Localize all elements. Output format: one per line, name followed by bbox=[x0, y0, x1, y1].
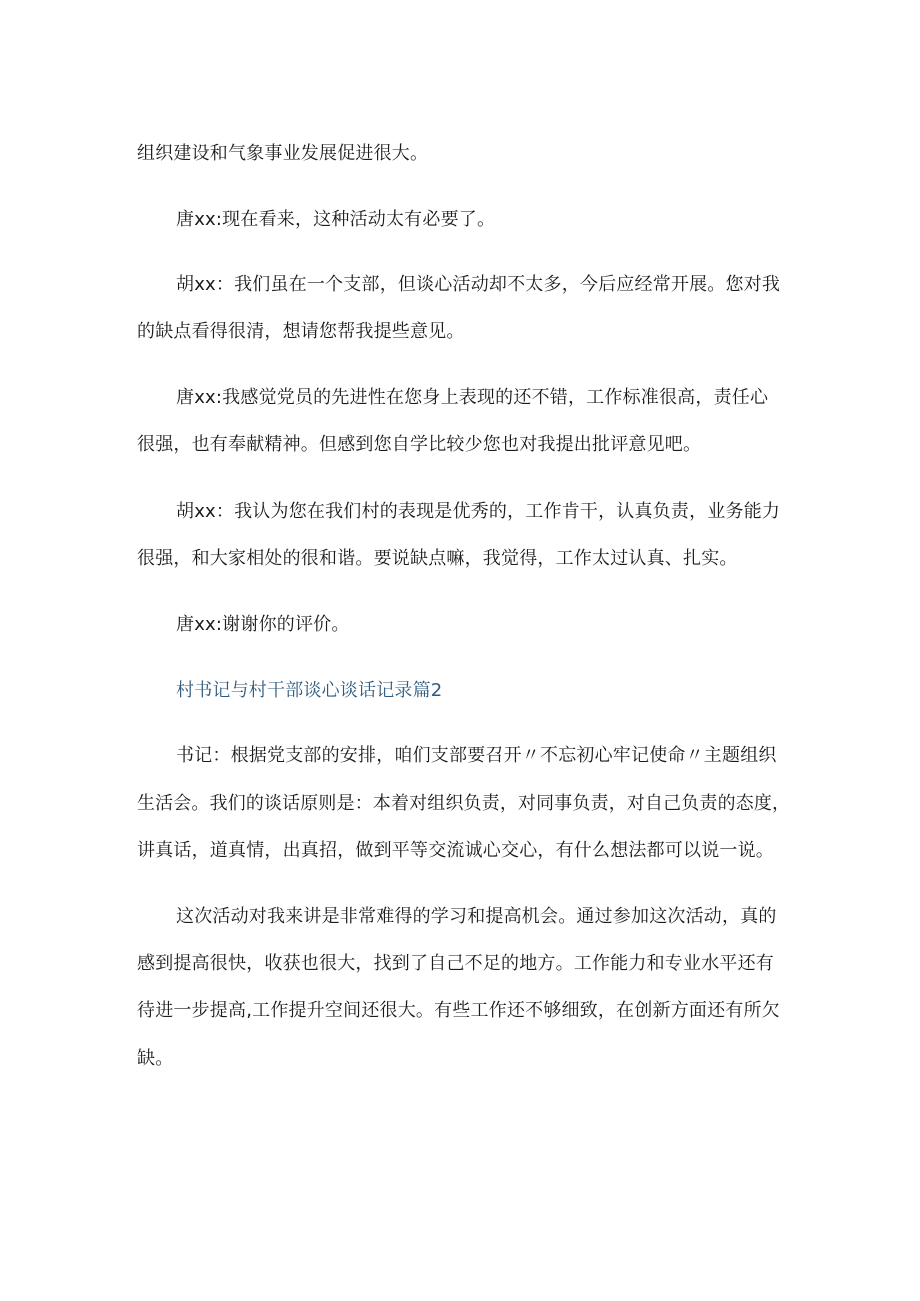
paragraph-line: 书记：根据党支部的安排，咱们支部要召开〃不忘初心牢记使命〃主题组织 bbox=[176, 745, 777, 766]
paragraph-line: 唐xx:我感觉党员的先进性在您身上表现的还不错，工作标准很高，责任心 bbox=[176, 387, 769, 408]
section-heading: 村书记与村干部谈心谈话记录篇2 bbox=[176, 680, 443, 701]
paragraph-line: 唐xx:现在看来，这种活动太有必要了。 bbox=[176, 209, 496, 230]
paragraph-line: 唐xx:谢谢你的评价。 bbox=[176, 614, 350, 635]
paragraph-line: 很强，和大家相处的很和谐。要说缺点嘛，我觉得，工作太过认真、扎实。 bbox=[137, 548, 738, 569]
paragraph-line: 讲真话，道真情，出真招，做到平等交流诚心交心，有什么想法都可以说一说。 bbox=[137, 840, 774, 861]
paragraph-line: 胡xx：我认为您在我们村的表现是优秀的，工作肯干，认真负责，业务能力 bbox=[176, 501, 781, 522]
paragraph-line: 组织建设和气象事业发展促进很大。 bbox=[137, 143, 429, 164]
paragraph-line: 的缺点看得很清，想请您帮我提些意见。 bbox=[137, 321, 465, 342]
paragraph-line: 缺。 bbox=[137, 1048, 174, 1069]
paragraph-line: 待进一步提高,工作提升空间还很大。有些工作还不够细致，在创新方面还有所欠 bbox=[137, 1000, 780, 1021]
paragraph-line: 生活会。我们的谈话原则是：本着对组织负责，对同事负责，对自己负责的态度， bbox=[137, 793, 791, 814]
paragraph-line: 这次活动对我来讲是非常难得的学习和提高机会。通过参加这次活动，真的 bbox=[176, 906, 777, 927]
paragraph-line: 感到提高很快，收获也很大，找到了自己不足的地方。工作能力和专业水平还有 bbox=[137, 953, 774, 974]
paragraph-line: 很强，也有奉献精神。但感到您自学比较少您也对我提出批评意见吧。 bbox=[137, 434, 702, 455]
paragraph-line: 胡xx：我们虽在一个支部，但谈心活动却不太多，今后应经常开展。您对我 bbox=[176, 274, 781, 295]
